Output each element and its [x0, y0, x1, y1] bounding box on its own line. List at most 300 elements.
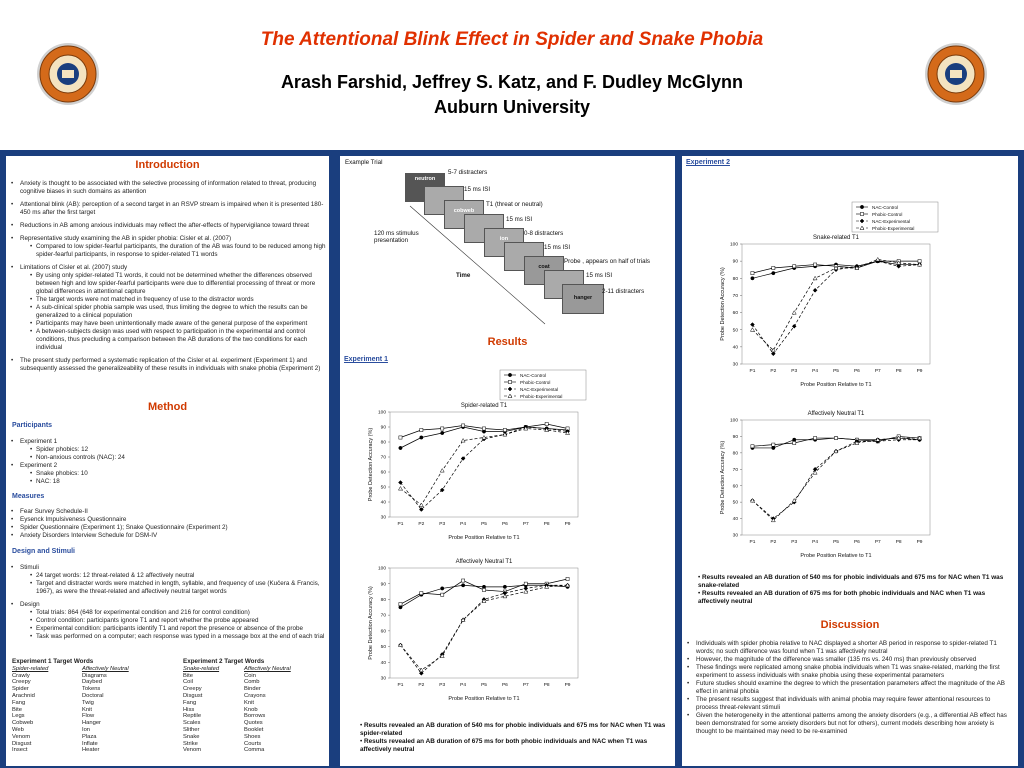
intro-bullet: • Limitations of Cisler et al. (2007) study	[10, 264, 326, 272]
word-row	[183, 679, 323, 686]
word-col-header: Affectively Neutral	[81, 665, 129, 672]
data-point	[772, 446, 775, 449]
trial-step-label: 2-11 distracters	[602, 288, 645, 295]
x-tick-label: P3	[439, 522, 446, 527]
target-word: Doctoral	[81, 692, 104, 699]
y-tick-label: 30	[380, 676, 386, 682]
y-axis-label: Probe Detection Accuracy (%)	[720, 440, 726, 515]
target-word: Fang	[183, 699, 197, 706]
target-word: Web	[12, 726, 24, 733]
x-tick-label: P2	[770, 369, 777, 374]
method-bullet: • Spider Questionnaire (Experiment 1); Snake Questionnaire (Experiment 2)	[10, 524, 326, 532]
x-tick-label: P9	[916, 540, 923, 545]
legend-label: Phobic-Experimental	[520, 394, 563, 399]
trial-step-label: Probe , appears on half of trials	[564, 258, 650, 265]
discussion-heading: Discussion	[820, 619, 880, 631]
x-tick-label: P8	[895, 540, 902, 545]
data-point	[398, 487, 402, 491]
method-subbullet: • NAC: 18	[10, 478, 326, 486]
legend-marker	[508, 373, 511, 376]
data-point	[750, 328, 754, 332]
y-tick-label: 80	[732, 451, 738, 457]
method-subbullet: • Target and distracter words were matched in length, syllable, and frequency of use (Kučera & Francis, 1967), as were the threat-related and affectively neutral target words	[10, 580, 326, 596]
legend-label: NAC-Experimental	[520, 387, 559, 392]
y-tick-label: 90	[380, 582, 386, 588]
word-row	[12, 693, 172, 700]
target-word: Disgust	[183, 692, 203, 699]
series-phobic-experimental	[398, 583, 569, 671]
y-tick-label: 70	[732, 467, 738, 473]
y-tick-label: 80	[732, 276, 738, 282]
data-point	[462, 579, 465, 582]
word-row	[183, 747, 323, 754]
chart-neutral-exp1	[360, 554, 590, 704]
chart-title: Spider-related T1	[460, 403, 508, 409]
data-point	[524, 582, 527, 585]
discussion-bullet: • Individuals with spider phobia relative to NAC displayed a shorter AB period in response to spider-related T1 words; no such difference was found when T1 was affectively neutral	[686, 640, 1013, 656]
data-point	[440, 469, 444, 473]
data-point	[399, 446, 402, 449]
x-tick-label: P9	[564, 522, 571, 527]
y-tick-label: 70	[732, 294, 738, 300]
target-word: Binder	[244, 686, 261, 693]
data-point	[792, 324, 796, 328]
target-word: Twig	[81, 699, 94, 706]
y-tick-label: 100	[729, 242, 738, 248]
chart-title: Snake-related T1	[813, 235, 859, 241]
target-word: Disgust	[12, 740, 32, 747]
x-tick-label: P6	[501, 683, 508, 688]
word-row	[183, 673, 323, 680]
target-word: Insect	[12, 747, 28, 754]
x-axis-label: Probe Position Relative to T1	[800, 553, 872, 559]
word-row	[183, 741, 323, 748]
x-tick-label: P9	[916, 369, 923, 374]
target-word: Knit	[244, 699, 255, 706]
data-point	[399, 606, 402, 609]
target-word: Bite	[183, 672, 193, 679]
target-word: Venom	[183, 747, 202, 754]
rsv-frame: ion	[484, 228, 524, 257]
middle-column	[340, 156, 675, 766]
poster-header	[0, 0, 1024, 150]
x-tick-label: P7	[874, 369, 881, 374]
y-tick-label: 50	[732, 500, 738, 506]
method-heading: Method	[147, 401, 188, 413]
target-word: Strike	[183, 740, 198, 747]
poster-authors: Arash Farshid, Jeffrey S. Katz, and F. Dudley McGlynn	[280, 72, 744, 92]
exp2-summary	[698, 574, 1014, 606]
data-point	[461, 439, 465, 443]
word-row	[183, 700, 323, 707]
plot-area	[742, 244, 930, 364]
data-point	[503, 428, 506, 431]
data-point	[482, 585, 485, 588]
method-bullet: • Fear Survey Schedule-II	[10, 508, 326, 516]
data-point	[772, 271, 775, 274]
data-point	[482, 588, 485, 591]
chart-neutral-exp2	[712, 406, 942, 561]
method-bullet: • Experiment 2	[10, 462, 326, 470]
data-point	[566, 577, 569, 580]
y-tick-label: 40	[380, 660, 386, 666]
y-tick-label: 30	[380, 515, 386, 521]
data-point	[420, 436, 423, 439]
target-word: Cobweb	[12, 720, 34, 727]
x-tick-label: P1	[749, 540, 756, 545]
target-word: Coil	[183, 679, 193, 686]
target-word: Scales	[183, 720, 201, 727]
y-tick-label: 100	[377, 410, 386, 416]
data-point	[441, 587, 444, 590]
series-nac-control	[399, 584, 570, 609]
measures-list	[10, 508, 326, 540]
legend-marker	[860, 205, 863, 208]
chart-title: Affectively Neutral T1	[455, 559, 513, 565]
y-tick-label: 80	[380, 598, 386, 604]
x-tick-label: P8	[543, 522, 550, 527]
series-line	[752, 261, 919, 354]
exp1-heading: Experiment 1	[344, 356, 388, 363]
left-column	[6, 156, 329, 766]
x-tick-label: P1	[749, 369, 756, 374]
word-row	[12, 734, 172, 741]
participants-heading: Participants	[12, 422, 53, 429]
intro-bullet: • Reductions in AB among anxious individuals may reflect the after-effects of hypervigilance toward threat	[10, 222, 326, 230]
target-word: Plaza	[81, 733, 97, 740]
word-row	[183, 727, 323, 734]
method-subbullet: • Experimental condition: participants identify T1 and report the presence or absence of the probe	[10, 625, 326, 633]
word-col-header: Affectively Neutral	[244, 665, 291, 672]
target-word: Creepy	[12, 679, 31, 686]
exp2-words-heading: Experiment 2 Target Words	[183, 658, 265, 665]
target-word: Flow	[81, 713, 95, 720]
x-tick-label: P6	[853, 369, 860, 374]
data-point	[441, 593, 444, 596]
target-word: Snake	[183, 733, 200, 740]
y-tick-label: 60	[380, 629, 386, 635]
target-word: Courts	[244, 740, 262, 747]
word-col-header: Spider-related	[12, 665, 49, 672]
word-col-header: Snake-related	[183, 665, 220, 672]
target-word: Hanger	[81, 720, 101, 727]
y-axis-label: Probe Detection Accuracy (%)	[368, 586, 374, 660]
exp2-word-table	[183, 659, 323, 754]
method-bullet: • Design	[10, 601, 326, 609]
data-point	[814, 436, 817, 439]
intro-bullet: • The present study performed a systematic replication of the Cisler et al. experiment (Experiment 1) and subsequently assessed the generalizeability of these results in individuals with snake phobia (Experiment 2)	[10, 357, 326, 373]
results-heading: Results	[487, 336, 528, 348]
x-tick-label: P6	[853, 540, 860, 545]
x-axis-label: Probe Position Relative to T1	[800, 382, 872, 388]
y-tick-label: 90	[380, 425, 386, 431]
x-tick-label: P2	[418, 522, 425, 527]
target-word: Ion	[81, 726, 91, 733]
y-tick-label: 40	[380, 500, 386, 506]
y-tick-label: 60	[732, 484, 738, 490]
data-point	[503, 585, 506, 588]
x-tick-label: P8	[543, 683, 550, 688]
data-point	[793, 441, 796, 444]
y-tick-label: 70	[380, 613, 386, 619]
target-word: Quotes	[244, 720, 263, 727]
y-tick-label: 60	[732, 311, 738, 317]
x-tick-label: P5	[481, 522, 487, 527]
data-point	[751, 277, 754, 280]
target-word: Hiss	[183, 706, 195, 713]
trial-step-label: 15 ms ISI	[464, 186, 491, 193]
x-tick-label: P3	[791, 540, 798, 545]
x-tick-label: P4	[460, 522, 467, 527]
discussion-bullet: • Given the heterogeneity in the attentional patterns among the anxiety disorders (e.g., a differential AB effect has been demonstrated for some anxiety disorders but not for others), current models describing how anxiety is thought to be maintained may need to be re-examined	[686, 712, 1013, 736]
time-arrow	[340, 156, 675, 336]
word-row	[12, 720, 172, 727]
y-tick-label: 30	[732, 362, 738, 368]
trial-step-label: 15 ms ISI	[544, 244, 571, 251]
data-point	[813, 288, 817, 292]
target-word: Borrows	[244, 713, 266, 720]
method-bullet: • Anxiety Disorders Interview Schedule for DSM-IV	[10, 532, 326, 540]
series-phobic-experimental	[398, 427, 569, 507]
data-point	[441, 431, 444, 434]
y-tick-label: 30	[732, 533, 738, 539]
x-tick-label: P3	[791, 369, 798, 374]
x-tick-label: P1	[397, 683, 404, 688]
intro-bullet: • Anxiety is thought to be associated with the selective processing of information related to threat, producing cognitive biases in such domains as attention	[10, 180, 326, 196]
word-row	[12, 713, 172, 720]
x-axis-label: Probe Position Relative to T1	[448, 535, 520, 541]
y-tick-label: 40	[732, 517, 738, 523]
legend-marker	[508, 380, 511, 383]
poster-title: The Attentional Blink Effect in Spider and Snake Phobia	[260, 29, 764, 50]
intro-subbullet: • A sub-clinical spider phobia sample was used, thus limiting the degree to which the results can be generalized to a clinical population	[10, 304, 326, 320]
data-point	[419, 503, 423, 507]
data-point	[441, 427, 444, 430]
exp2-heading: Experiment 2	[686, 159, 730, 166]
x-tick-label: P5	[833, 369, 839, 374]
y-tick-label: 80	[380, 440, 386, 446]
target-word: Legs	[12, 713, 25, 720]
discussion-bullet: • The present results suggest that individuals with animal phobia may require fewer attentional resources to process threat-relevant stimuli	[686, 696, 1013, 712]
x-tick-label: P4	[812, 369, 819, 374]
word-row	[12, 707, 172, 714]
word-row	[12, 747, 172, 754]
target-word: Reptile	[183, 713, 202, 720]
data-point	[420, 592, 423, 595]
x-tick-label: P8	[895, 369, 902, 374]
target-word: Heater	[81, 747, 100, 754]
discussion-bullet: • These findings were replicated among snake phobia individuals when T1 was snake-related, marking the first experiment to assess individuals with snake phobia using these experimental parameters	[686, 664, 1013, 680]
word-row	[183, 720, 323, 727]
word-row	[183, 713, 323, 720]
target-word: Slither	[183, 726, 200, 733]
intro-subbullet: • A between-subjects design was used with respect to participation in the experimental and control conditions, thus precluding a comparison between the AB durations of the two conditions for each individual	[10, 328, 326, 352]
x-tick-label: P6	[501, 522, 508, 527]
word-row	[183, 686, 323, 693]
intro-subbullet: • The target words were not matched in frequency of use to the distractor words	[10, 296, 326, 304]
y-tick-label: 90	[732, 259, 738, 265]
rsv-frame: hanger	[562, 284, 604, 314]
x-tick-label: P5	[481, 683, 487, 688]
word-row	[12, 700, 172, 707]
method-bullet: • Experiment 1	[10, 438, 326, 446]
chart-snake-related	[712, 200, 942, 390]
target-word: Bite	[12, 706, 22, 713]
series-nac-experimental	[750, 259, 921, 356]
word-row	[183, 707, 323, 714]
data-point	[772, 443, 775, 446]
measures-heading: Measures	[12, 493, 45, 500]
target-word: Comb	[244, 679, 260, 686]
x-tick-label: P1	[397, 522, 404, 527]
y-tick-label: 50	[732, 328, 738, 334]
legend-label: Phobic-Control	[520, 380, 551, 385]
legend-label: Phobic-Control	[872, 212, 903, 217]
data-point	[420, 428, 423, 431]
method-subbullet: • Non-anxious controls (NAC): 24	[10, 454, 326, 462]
intro-subbullet: • Compared to low spider-fearful participants, the duration of the AB was found to be reduced among high spider-fearful participants, in response to spider-related T1 words	[10, 243, 326, 259]
trial-step-label: 15 ms ISI	[586, 272, 613, 279]
target-word: Crayons	[244, 692, 266, 699]
stimulus-duration-label: 120 ms stimulus presentation	[374, 230, 419, 244]
summary-line: • Results revealed an AB duration of 540 ms for phobic individuals and 675 ms for NAC when T1 was snake-related	[698, 574, 1004, 589]
target-word: Knit	[81, 706, 92, 713]
data-point	[461, 584, 464, 587]
word-row	[12, 679, 172, 686]
target-word: Inflate	[81, 740, 98, 747]
target-word: Tokens	[81, 686, 101, 693]
y-tick-label: 50	[380, 645, 386, 651]
intro-subbullet: • Participants may have been unintentionally made aware of the general purpose of the experiment	[10, 320, 326, 328]
intro-heading: Introduction	[135, 159, 200, 171]
series-line	[752, 259, 919, 350]
method-subbullet: • Snake phobics: 10	[10, 470, 326, 478]
word-row	[12, 741, 172, 748]
discussion-bullet: • However, the magnitude of the difference was smaller (135 ms vs. 240 ms) than previously observed	[686, 656, 1013, 664]
x-tick-label: P3	[439, 683, 446, 688]
data-point	[834, 436, 837, 439]
target-word: Spider	[12, 686, 29, 693]
summary-line: • Results revealed an AB duration of 675 ms for both phobic individuals and NAC when T1 was affectively neutral	[698, 590, 986, 605]
data-point	[792, 311, 796, 315]
y-tick-label: 100	[729, 418, 738, 424]
legend-label: NAC-Experimental	[872, 219, 911, 224]
discussion-bullet: • Future studies should examine the degree to which the presentation parameters affect the magnitude of the AB effect in animal phobia	[686, 680, 1013, 696]
target-word: Shoes	[244, 733, 261, 740]
exp1-summary	[360, 722, 670, 754]
target-word: Crawly	[12, 672, 30, 679]
target-word: Comma	[244, 747, 265, 754]
x-tick-label: P5	[833, 540, 839, 545]
series-nac-experimental	[398, 583, 569, 675]
target-word: Diagrams	[81, 672, 107, 679]
method-subbullet: • 24 target words: 12 threat-related & 12 affectively neutral	[10, 572, 326, 580]
data-point	[813, 276, 817, 280]
data-point	[814, 263, 817, 266]
trial-step-label: 0-8 distracters	[524, 230, 564, 237]
word-row	[183, 693, 323, 700]
rsv-frame: neutron	[405, 173, 445, 202]
summary-line: • Results revealed an AB duration of 540 ms for phobic individuals and 675 ms for NAC when T1 was spider-related	[360, 722, 666, 737]
y-tick-label: 70	[380, 455, 386, 461]
target-word: Arachnid	[12, 692, 35, 699]
x-tick-label: P7	[874, 540, 881, 545]
summary-line: • Results revealed an AB duration of 675 ms for both phobic individuals and NAC when T1 was affectively neutral	[360, 738, 648, 753]
data-point	[751, 272, 754, 275]
series-phobic-control	[751, 435, 921, 448]
y-tick-label: 50	[380, 485, 386, 491]
poster-university: Auburn University	[433, 97, 591, 117]
method-subbullet: • Control condition: participants ignore T1 and report whether the probe appeared	[10, 617, 326, 625]
design-heading: Design and Stimuli	[12, 548, 76, 555]
data-point	[793, 265, 796, 268]
target-word: Fang	[12, 699, 26, 706]
intro-bullet: • Representative study examining the AB in spider phobia: Cisler et al. (2007)	[10, 235, 326, 243]
y-tick-label: 40	[732, 345, 738, 351]
rsv-frame: coat	[524, 256, 564, 285]
legend-label: NAC-Control	[520, 373, 547, 378]
right-column	[682, 156, 1018, 766]
y-tick-label: 60	[380, 470, 386, 476]
intro-subbullet: • By using only spider-related T1 words, it could not be determined whether the differences observed between high and low spider-fearful participants were due to differential processing of threat or more global differences in attentional capture	[10, 272, 326, 296]
legend-label: Phobic-Experimental	[872, 226, 915, 231]
participants-list	[10, 438, 326, 486]
x-tick-label: P7	[522, 683, 529, 688]
y-axis-label: Probe Detection Accuracy (%)	[720, 267, 726, 341]
data-point	[399, 436, 402, 439]
method-subbullet: • Total trials: 864 (648 for experimental condition and 216 for control condition)	[10, 609, 326, 617]
word-row	[183, 734, 323, 741]
x-tick-label: P4	[812, 540, 819, 545]
legend-label: NAC-Control	[872, 205, 899, 210]
data-point	[793, 438, 796, 441]
y-tick-label: 90	[732, 435, 738, 441]
exp1-word-table	[12, 659, 172, 754]
method-bullet: • Stimuli	[10, 564, 326, 572]
target-word: Daybed	[81, 679, 102, 686]
x-tick-label: P2	[418, 683, 425, 688]
data-point	[876, 257, 880, 261]
x-tick-label: P7	[522, 522, 529, 527]
x-tick-label: P4	[460, 683, 467, 688]
word-row	[12, 673, 172, 680]
rsv-frame: cobweb	[444, 200, 484, 229]
trial-step-label: 15 ms ISI	[506, 216, 533, 223]
trial-step-label: T1 (threat or neutral)	[486, 201, 543, 208]
x-tick-label: P2	[770, 540, 777, 545]
time-label: Time	[456, 272, 471, 279]
design-list	[10, 564, 326, 641]
data-point	[772, 266, 775, 269]
word-row	[12, 686, 172, 693]
y-axis-label: Probe Detection Accuracy (%)	[368, 427, 374, 502]
method-bullet: • Eysenck Impulsiveness Questionnaire	[10, 516, 326, 524]
intro-list	[10, 180, 326, 373]
method-subbullet: • Spider phobics: 12	[10, 446, 326, 454]
series-phobic-experimental	[750, 436, 921, 522]
word-row	[12, 727, 172, 734]
discussion-list	[686, 640, 1013, 736]
target-word: Creepy	[183, 686, 202, 693]
intro-bullet: • Attentional blink (AB): perception of a second target in an RSVP stream is impaired when it is presented 180-450 ms after the first target	[10, 201, 326, 217]
target-word: Coin	[244, 672, 256, 679]
data-point	[482, 427, 485, 430]
exp1-words-heading: Experiment 1 Target Words	[12, 658, 94, 665]
plot-area	[390, 568, 578, 678]
x-axis-label: Probe Position Relative to T1	[448, 696, 520, 702]
y-tick-label: 100	[377, 566, 386, 572]
method-subbullet: • Task was performed on a computer; each response was typed in a message box at the end of each trial	[10, 633, 326, 641]
